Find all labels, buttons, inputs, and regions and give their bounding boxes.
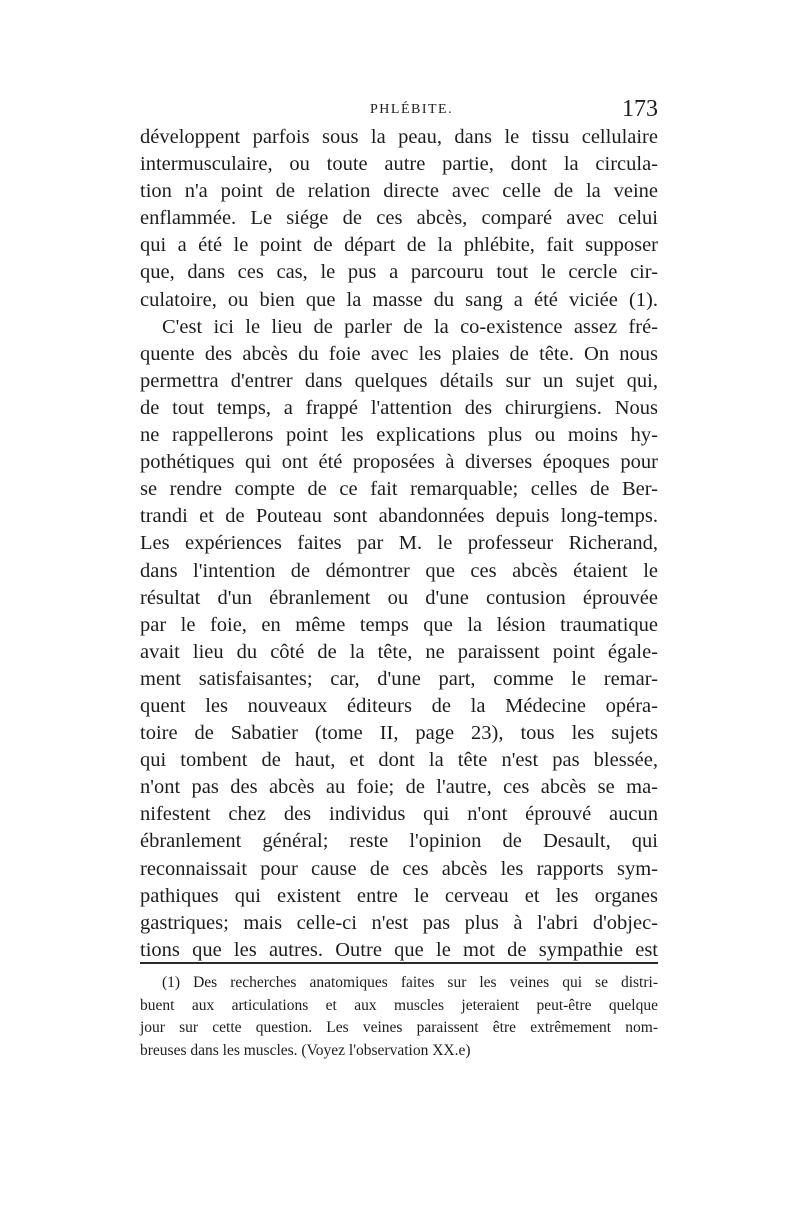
text-line: permettra d'entrer dans quelques détails sur un sujet qui,: [140, 369, 658, 392]
running-title: PHLÉBITE.: [370, 102, 454, 117]
main-text: [140, 124, 658, 964]
footnote: [140, 972, 658, 1062]
text-line: développent parfois sous la peau, dans le tissu cellulaire: [140, 126, 658, 148]
text-line: Les expériences faites par M. le professeur Richerand,: [140, 532, 658, 555]
text-line: tion n'a point de relation directe avec celle de la veine: [140, 180, 658, 203]
footnote-line: jour sur cette question. Les veines paraissent être extrêmement nom-: [140, 1019, 658, 1036]
running-head: [140, 96, 660, 126]
text-line: culatoire, ou bien que la masse du sang a été viciée (1).: [140, 288, 658, 311]
text-line: se rendre compte de ce fait remarquable; celles de Ber-: [140, 478, 658, 501]
text-line: de tout temps, a frappé l'attention des chirurgiens. Nous: [140, 396, 658, 419]
text-line: nifestent chez des individus qui n'ont éprouvé aucun: [140, 803, 658, 826]
text-line: quente des abcès du foie avec les plaies de tête. On nous: [140, 342, 658, 365]
text-line: ment satisfaisantes; car, d'une part, comme le remar-: [140, 667, 658, 690]
text-line: qui tombent de haut, et dont la tête n'est pas blessée,: [140, 749, 658, 772]
text-line: avait lieu du côté de la tête, ne paraissent point égale-: [140, 640, 658, 663]
text-line: pothétiques qui ont été proposées à diverses époques pour: [140, 451, 658, 474]
footnote-line: (1) Des recherches anatomiques faites sur les veines qui se distri-: [162, 974, 658, 991]
text-line: intermusculaire, ou toute autre partie, dont la circula-: [140, 153, 658, 176]
text-line: reconnaissait pour cause de ces abcès les rapports sym-: [140, 857, 658, 880]
text-line: dans l'intention de démontrer que ces abcès étaient le: [140, 559, 658, 582]
footnote-line: buent aux articulations et aux muscles jeteraient peut-être quelque: [140, 996, 658, 1014]
text-line: enflammée. Le siége de ces abcès, comparé avec celui: [140, 207, 658, 230]
footnote-divider: [140, 962, 658, 964]
text-line: ne rappellerons point les explications plus ou moins hy-: [140, 424, 658, 447]
text-line: par le foie, en même temps que la lésion traumatique: [140, 613, 658, 636]
footnote-line: breuses dans les muscles. (Voyez l'observation XX.e): [140, 1041, 471, 1059]
text-line: pathiques qui existent entre le cerveau et les organes: [140, 884, 658, 907]
page-number: 173: [622, 96, 658, 122]
text-line: qui a été le point de départ de la phlébite, fait supposer: [140, 234, 658, 257]
text-line: n'ont pas des abcès au foie; de l'autre, ces abcès se ma-: [140, 776, 658, 799]
text-line: que, dans ces cas, le pus a parcouru tout le cercle cir-: [140, 261, 658, 284]
text-line: ébranlement général; reste l'opinion de Desault, qui: [140, 830, 658, 853]
text-line: trandi et de Pouteau sont abandonnées depuis long-temps.: [140, 505, 658, 528]
text-line: C'est ici le lieu de parler de la co-existence assez fré-: [162, 315, 658, 338]
text-line: résultat d'un ébranlement ou d'une contusion éprouvée: [140, 586, 658, 609]
text-line: tions que les autres. Outre que le mot de sympathie est: [140, 938, 658, 961]
text-line: toire de Sabatier (tome II, page 23), tous les sujets: [140, 722, 658, 745]
text-line: gastriques; mais celle-ci n'est pas plus à l'abri d'objec-: [140, 911, 658, 934]
text-line: quent les nouveaux éditeurs de la Médecine opéra-: [140, 694, 658, 717]
